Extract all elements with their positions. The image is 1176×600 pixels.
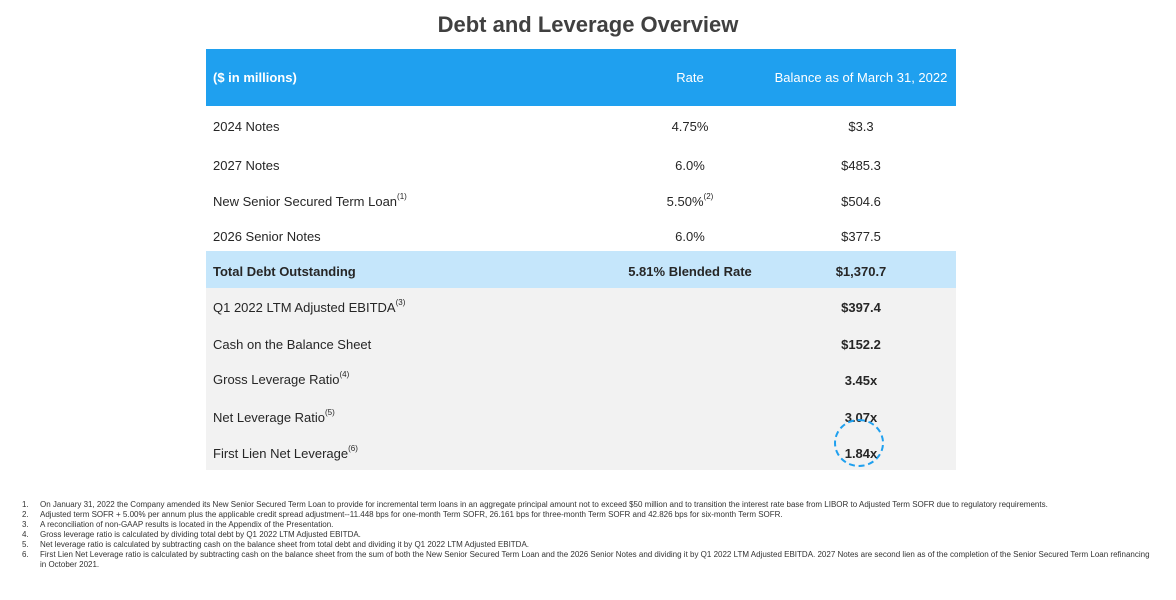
table-row	[206, 106, 956, 145]
footnotes	[22, 500, 1152, 570]
table-row	[206, 361, 956, 398]
row-balance: 3.07x	[844, 410, 878, 425]
footnote: 4. Gross leverage ratio is calculated by dividing total debt by Q1 2022 LTM Adjusted EBITDA.	[22, 530, 361, 539]
table-header	[206, 49, 956, 106]
table-row	[206, 145, 956, 183]
footnote: 2. Adjusted term SOFR + 5.00% per annum plus the applicable credit spread adjustment--11.448 bps for one-month Term SOFR, 26.161 bps for three-month Term SOFR and 42.826 bps for six-month Term SOFR.	[22, 510, 783, 519]
row-label: 2026 Senior Notes	[213, 229, 321, 244]
table-row	[206, 218, 956, 251]
row-rate: 5.81% Blended Rate	[628, 264, 752, 279]
row-balance: 3.45x	[844, 373, 878, 388]
table-row	[206, 434, 956, 470]
row-balance: $152.2	[841, 337, 881, 352]
row-label: Gross Leverage Ratio$^{(4)}$	[213, 370, 350, 387]
header-balance: Balance as of March 31, 2022	[774, 70, 948, 85]
row-label: 2027 Notes	[213, 158, 280, 173]
row-label: 2024 Notes	[213, 119, 280, 134]
row-balance: 1.84x	[844, 446, 878, 461]
total-row	[206, 251, 956, 288]
row-label: Net Leverage Ratio$^{(5)}$	[213, 408, 335, 425]
row-balance: $3.3	[848, 119, 874, 134]
table-row	[206, 183, 956, 218]
row-label: Cash on the Balance Sheet	[213, 337, 372, 352]
row-balance: $1,370.7	[835, 264, 887, 279]
row-balance: $377.5	[841, 229, 881, 244]
row-balance: $504.6	[841, 194, 881, 209]
table-row	[206, 288, 956, 325]
footnote: 1. On January 31, 2022 the Company amended its New Senior Secured Term Loan to provide for incremental term loans in an aggregate principal amount not to exceed $50 million and to transition the interest rate base from LIBOR to Adjusted Term SOFR due to regulatory requirements.	[22, 500, 1048, 509]
row-rate: 5.50%$^{(2)}$	[666, 192, 714, 209]
row-rate: 4.75%	[671, 119, 709, 134]
row-balance: $397.4	[841, 300, 881, 315]
row-label: Total Debt Outstanding	[213, 264, 356, 279]
row-label: New Senior Secured Term Loan$^{(1)}$	[213, 192, 407, 209]
header-rate: Rate	[676, 70, 704, 85]
row-label: Q1 2022 LTM Adjusted EBITDA$^{(3)}$	[213, 298, 406, 315]
row-rate: 6.0%	[675, 158, 705, 173]
footnote: 5. Net leverage ratio is calculated by subtracting cash on the balance sheet from total debt and dividing it by Q1 2022 LTM Adjusted EBITDA.	[22, 540, 530, 549]
footnote: 6. First Lien Net Leverage ratio is calculated by subtracting cash on the balance sheet from the sum of both the New Senior Secured Term Loan and the 2026 Senior Notes and dividing it by Q1 2022 LTM Adjusted EBITDA. 2027 Notes are second lien as of the completion of the Senior Secured Term Loan refinancing in October 2021.	[22, 550, 1150, 569]
row-balance: $485.3	[841, 158, 881, 173]
leverage-section	[206, 288, 956, 470]
table-row	[206, 325, 956, 361]
row-label: First Lien Net Leverage$^{(6)}$	[213, 444, 358, 461]
footnote: 3. A reconciliation of non-GAAP results is located in the Appendix of the Presentation.	[22, 520, 334, 529]
row-rate: 6.0%	[675, 229, 705, 244]
header-units: ($ in millions)	[213, 70, 297, 85]
page-title: Debt and Leverage Overview	[437, 12, 739, 37]
debt-table	[206, 49, 956, 470]
